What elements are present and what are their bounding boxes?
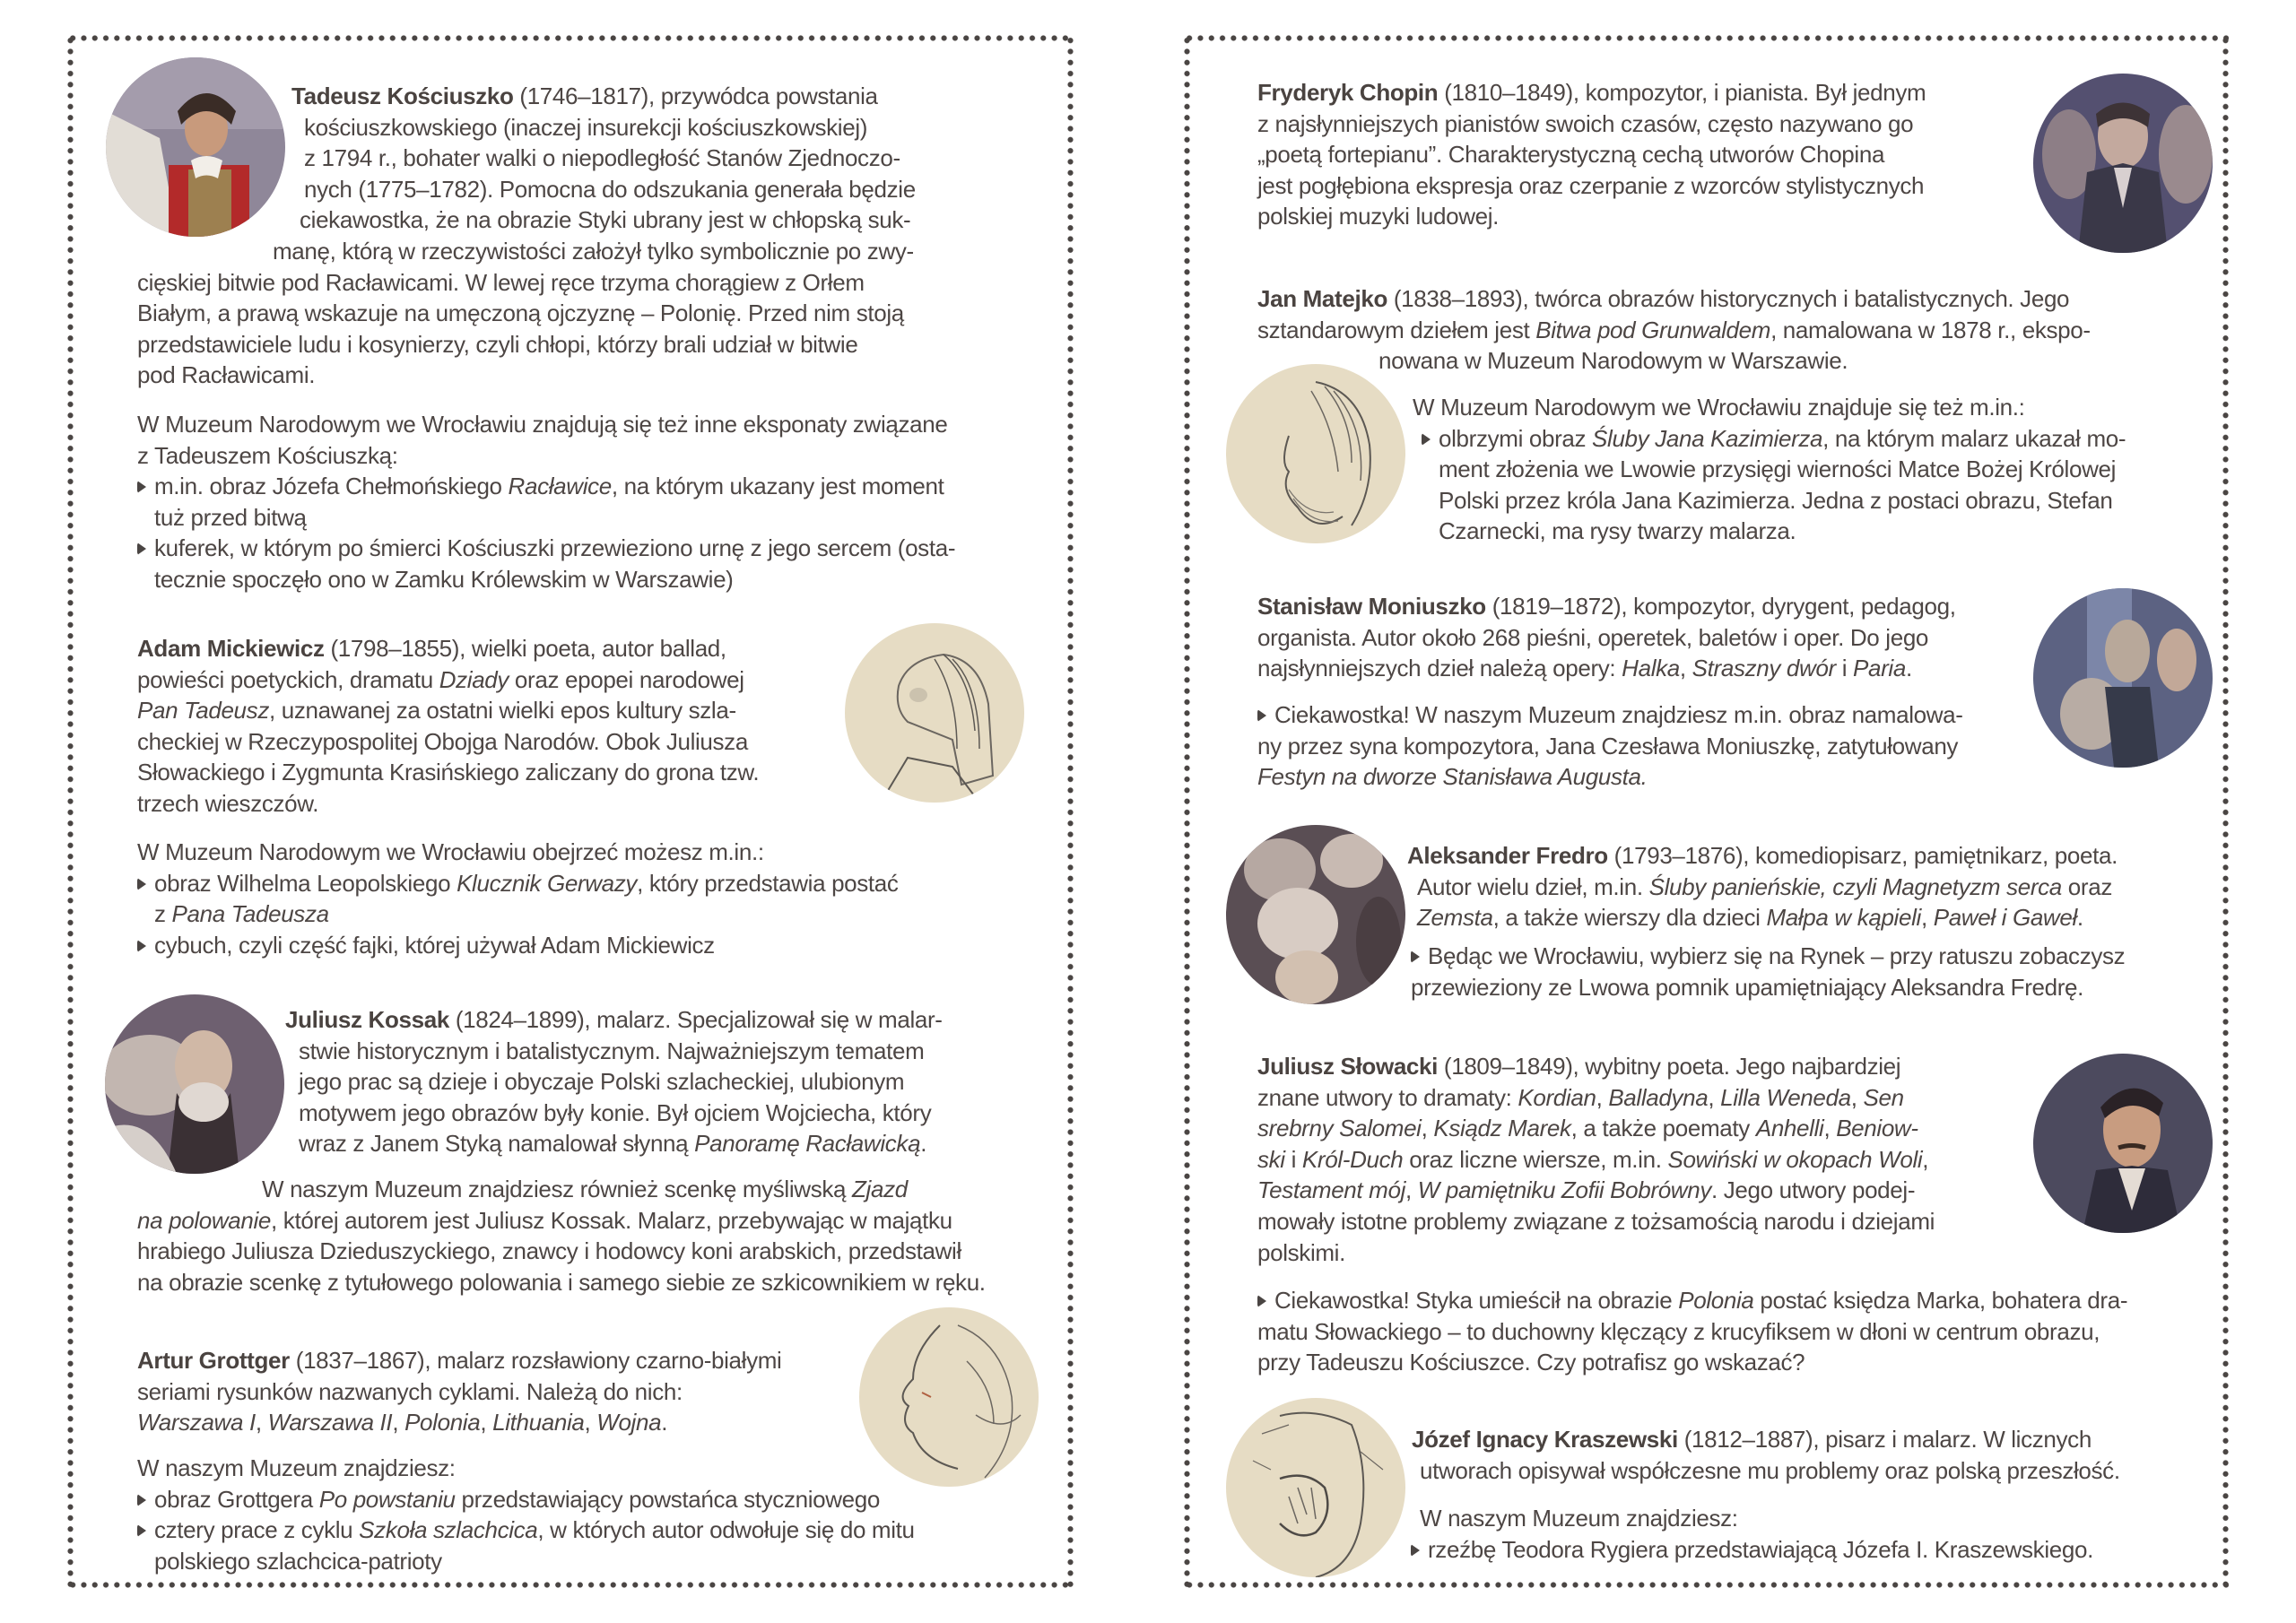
slowacki-bio-line	[1257, 1237, 1345, 1268]
work-title: Warszawa I	[137, 1409, 256, 1436]
text-run: .	[1905, 655, 1912, 682]
work-title: Testament mój	[1257, 1176, 1406, 1204]
text-run: (1809–1849), wybitny poeta. Jego najbardziej	[1438, 1053, 1901, 1080]
text-run: , na którym ukazany jest moment	[611, 473, 944, 500]
fredro-portrait-image	[1226, 825, 1405, 1004]
text-run: , a także wierszy dla dzieci	[1492, 904, 1767, 932]
text-run: (1819–1872), kompozytor, dyrygent, pedagog,	[1485, 593, 1956, 620]
bullet-triangle-icon	[137, 542, 146, 555]
text-run: nowana w Muzeum Narodowym w Warszawie.	[1378, 347, 1848, 375]
grottger-museum-line	[137, 1546, 442, 1576]
work-title: Halka	[1622, 655, 1680, 682]
text-run: cybuch, czyli część fajki, której używał Adam Mickiewicz	[154, 931, 715, 959]
kosciuszko-museum-line	[137, 440, 398, 471]
matejko-bio-line	[1378, 345, 1848, 376]
bullet-triangle-icon	[137, 1524, 146, 1537]
moniuszko-bio-line	[1257, 653, 1912, 683]
work-title: Racławice	[508, 473, 612, 500]
text-run: , który przedstawia postać	[637, 869, 899, 897]
work-title: Paria	[1853, 655, 1906, 682]
grottger-bio-line	[137, 1376, 683, 1407]
text-run: (1746–1817), przywódca powstania	[513, 82, 878, 109]
kosciuszko-bio-line	[300, 204, 910, 235]
work-title: Ksiądz Marek	[1433, 1115, 1571, 1142]
kosciuszko-museum-line	[137, 564, 734, 595]
matejko-museum-line	[1413, 392, 2025, 422]
text-run: Autor wielu dzieł, m.in.	[1417, 872, 1649, 900]
text-run: postać księdza Marka, bohatera dra-	[1753, 1287, 2128, 1314]
text-run: ,	[584, 1409, 597, 1436]
text-run: mowały istotne problemy związane z tożsamością narodu i dziejami	[1257, 1208, 1935, 1235]
person-name: Stanisław Moniuszko	[1257, 593, 1486, 620]
text-run: (1810–1849), kompozytor, i pianista. Był jednym	[1438, 79, 1926, 106]
text-run: W naszym Muzeum znajdziesz:	[137, 1454, 456, 1481]
person-name: Juliusz Słowacki	[1257, 1053, 1439, 1080]
kossak-museum-line	[137, 1267, 986, 1298]
grottger-museum-line	[137, 1453, 456, 1483]
mickiewicz-portrait-image	[845, 623, 1024, 803]
fredro-bio-line	[1417, 902, 2083, 933]
text-run: wraz z Janem Styką namalował słynną	[299, 1130, 695, 1158]
moniuszko-museum-line	[1257, 761, 1647, 792]
work-title: Kordian	[1518, 1083, 1596, 1111]
person-name: Juliusz Kossak	[285, 1006, 449, 1033]
work-title: Po powstaniu	[318, 1485, 456, 1513]
mickiewicz-bio-line	[137, 664, 744, 695]
text-run: (1837–1867), malarz rozsławiony czarno-białymi	[289, 1347, 782, 1374]
mickiewicz-museum-line	[137, 837, 764, 867]
kosciuszko-bio-line	[137, 360, 315, 390]
kosciuszko-bio-line	[304, 174, 916, 204]
mickiewicz-bio-line	[137, 757, 759, 787]
text-run: ,	[480, 1409, 493, 1436]
work-title: Zjazd	[852, 1176, 908, 1202]
work-title: Polonia	[1678, 1287, 1754, 1314]
text-run: Ciekawostka! Styka umieścił na obrazie	[1274, 1287, 1679, 1314]
person-name: Artur Grottger	[137, 1347, 290, 1374]
bullet-triangle-icon	[1257, 1295, 1266, 1307]
text-run: na obrazie scenkę z tytułowego polowania i samego siebie ze szkicownikiem w ręku.	[137, 1268, 986, 1296]
text-run: ,	[1922, 1145, 1929, 1173]
text-run: checkiej w Rzeczypospolitej Obojga Narodów. Obok Juliusza	[137, 727, 748, 755]
text-run: ment złożenia we Lwowie przysięgi wierności Matce Bożej Królowej	[1439, 456, 2117, 483]
text-run: znane utwory to dramaty:	[1257, 1083, 1518, 1111]
text-run: z najsłynniejszych pianistów swoich czasów, często nazywano go	[1257, 109, 1914, 137]
text-run: stwie historycznym i batalistycznym. Najważniejszym tematem	[299, 1037, 925, 1064]
text-run: cięskiej bitwie pod Racławicami. W lewej ręce trzyma chorągiew z Orłem	[137, 268, 865, 296]
work-title: Anhelli	[1755, 1115, 1824, 1142]
grottger-museum-line	[137, 1484, 880, 1515]
work-title: Beniow-	[1836, 1115, 1918, 1142]
kraszewski-portrait-image	[1226, 1398, 1405, 1577]
text-run: powieści poetyckich, dramatu	[137, 665, 439, 693]
work-title: Małpa w kąpieli	[1766, 904, 1921, 932]
work-title: Lithuania	[492, 1409, 585, 1436]
text-run: przewieziony ze Lwowa pomnik upamiętniający Aleksandra Fredrę.	[1411, 973, 2084, 1001]
work-title: Lilla Weneda	[1720, 1083, 1851, 1111]
kosciuszko-portrait-image	[106, 57, 285, 237]
right-panel-border-bottom	[1184, 1582, 2229, 1588]
kosciuszko-museum-line	[137, 409, 948, 439]
text-run: i	[1835, 655, 1854, 682]
kosciuszko-bio-line	[137, 329, 857, 360]
text-run: W Muzeum Narodowym we Wrocławiu znajdują się też inne eksponaty związane	[137, 411, 948, 438]
text-run: ciekawostka, że na obrazie Styki ubrany jest w chłopską suk-	[300, 206, 911, 234]
kossak-museum-line	[137, 1236, 961, 1266]
kosciuszko-bio-line	[304, 143, 900, 173]
text-run: (1824–1899), malarz. Specjalizował się w malar-	[448, 1006, 943, 1033]
text-run: olbrzymi obraz	[1439, 424, 1593, 452]
kraszewski-museum-line	[1411, 1534, 2093, 1565]
text-run: polskiej muzyki ludowej.	[1257, 203, 1500, 230]
matejko-museum-line	[1422, 423, 2126, 454]
text-run: Czarnecki, ma rysy twarzy malarza.	[1439, 517, 1796, 545]
fredro-museum-line	[1411, 941, 2125, 971]
text-run: .	[661, 1409, 668, 1436]
text-run: ,	[392, 1409, 405, 1436]
text-run: obraz Grottgera	[154, 1485, 319, 1513]
right-panel-border-right	[2222, 35, 2229, 1588]
kraszewski-museum-line	[1420, 1503, 1738, 1533]
text-run: matu Słowackiego – to duchowny klęczący z krucyfiksem w dłoni w centrum obrazu,	[1257, 1317, 2100, 1345]
text-run: jest pogłębiona ekspresja oraz czerpanie z wzorców stylistycznych	[1257, 171, 1925, 199]
grottger-bio-line	[137, 1407, 667, 1437]
kossak-bio-line	[299, 1128, 926, 1159]
bullet-triangle-icon	[1422, 433, 1431, 446]
work-title: Szkoła szlachcica	[359, 1516, 538, 1544]
text-run: tecznie spoczęło ono w Zamku Królewskim w Warszawie)	[154, 566, 734, 593]
text-run: seriami rysunków nazwanych cyklami. Należą do nich:	[137, 1377, 683, 1405]
text-run: . Jego utwory podej-	[1711, 1176, 1916, 1204]
text-run: ,	[1708, 1083, 1721, 1111]
fredro-bio-line	[1407, 840, 2118, 871]
text-run: jego prac są dzieje i obyczaje Polski szlacheckiej, ulubionym	[299, 1068, 905, 1096]
chopin-bio-line	[1257, 201, 1499, 231]
left-panel-border-left	[67, 35, 74, 1588]
text-run: ny przez syna kompozytora, Jana Czesława Moniuszkę, zatytułowany	[1257, 732, 1959, 759]
work-title: Bitwa pod Grunwaldem	[1535, 316, 1771, 343]
text-run: ,	[1405, 1176, 1418, 1204]
person-name: Aleksander Fredro	[1407, 842, 1608, 869]
kossak-bio-line	[285, 1004, 943, 1035]
text-run: manę, którą w rzeczywistości założył tylko symbolicznie po zwy-	[273, 238, 914, 265]
text-run: , której autorem jest Juliusz Kossak. Malarz, przebywając w majątku	[271, 1206, 952, 1234]
kosciuszko-bio-line	[137, 298, 904, 328]
grottger-portrait-image	[859, 1307, 1039, 1487]
text-run: sztandarowym dziełem jest	[1257, 316, 1536, 343]
text-run: , a także poematy	[1570, 1115, 1756, 1142]
text-run: , uznawanej za ostatni wielki epos kultury szla-	[268, 697, 736, 725]
text-run: (1798–1855), wielki poeta, autor ballad,	[324, 635, 726, 662]
matejko-museum-line	[1422, 454, 2116, 484]
work-title: Polonia	[404, 1409, 481, 1436]
right-panel-border-top	[1184, 35, 2229, 41]
moniuszko-bio-line	[1257, 591, 1956, 621]
work-title: W pamiętniku Zofii Bobrówny	[1417, 1176, 1711, 1204]
text-run: rzeźbę Teodora Rygiera przedstawiającą Józefa I. Kraszewskiego.	[1428, 1535, 2093, 1563]
text-run: oraz	[2061, 872, 2112, 900]
text-run: obraz Wilhelma Leopolskiego	[154, 869, 457, 897]
text-run: kuferek, w którym po śmierci Kościuszki przewieziono urnę z jego sercem (osta-	[154, 534, 956, 562]
moniuszko-museum-line	[1257, 731, 1958, 761]
bullet-triangle-icon	[137, 1494, 146, 1506]
text-run: utworach opisywał współczesne mu problemy oraz polską przeszłość.	[1420, 1456, 2120, 1484]
work-title: Zemsta	[1417, 904, 1493, 932]
text-run: oraz epopei narodowej	[509, 665, 744, 693]
text-run: ,	[1596, 1083, 1609, 1111]
work-title: Warszawa II	[267, 1409, 393, 1436]
text-run: W Muzeum Narodowym we Wrocławiu znajduje się też m.in.:	[1413, 394, 2025, 421]
slowacki-portrait-image	[2033, 1054, 2213, 1233]
text-run: przy Tadeuszu Kościuszce. Czy potrafisz go wskazać?	[1257, 1349, 1805, 1376]
work-title: Paweł i Gaweł	[1933, 904, 2077, 932]
left-panel-border-top	[67, 35, 1074, 41]
bullet-triangle-icon	[1411, 950, 1420, 963]
text-run: i	[1284, 1145, 1302, 1173]
kossak-museum-line	[137, 1205, 952, 1236]
kraszewski-bio-line	[1420, 1455, 2120, 1486]
text-run: ,	[1679, 655, 1692, 682]
text-run: przedstawiający powstańca styczniowego	[455, 1485, 880, 1513]
work-title: Król-Duch	[1301, 1145, 1404, 1173]
slowacki-museum-line	[1257, 1285, 2127, 1315]
matejko-bio-line	[1257, 283, 2069, 314]
text-run: oraz liczne wiersze, m.in.	[1403, 1145, 1668, 1173]
kossak-museum-line	[262, 1174, 908, 1204]
matejko-museum-line	[1422, 516, 1796, 546]
kosciuszko-museum-line	[137, 533, 955, 563]
work-title: Festyn na dworze Stanisława Augusta.	[1257, 763, 1648, 791]
person-name: Adam Mickiewicz	[137, 635, 325, 662]
text-run: trzech wieszczów.	[137, 790, 319, 817]
text-run: Ciekawostka! W naszym Muzeum znajdziesz m.in. obraz namalowa-	[1274, 701, 1963, 728]
text-run: .	[2076, 904, 2083, 932]
text-run: W naszym Muzeum znajdziesz również scenkę myśliwską	[262, 1176, 852, 1202]
kosciuszko-bio-line	[273, 236, 914, 266]
text-run: (1793–1876), komediopisarz, pamiętnikarz, poeta.	[1607, 842, 2118, 869]
slowacki-bio-line	[1257, 1082, 1904, 1113]
work-title: ski	[1257, 1145, 1285, 1173]
text-run: W naszym Muzeum znajdziesz:	[1420, 1505, 1738, 1532]
text-run: , na którym malarz ukazał mo-	[1822, 424, 2126, 452]
text-run: hrabiego Juliusza Dzieduszyckiego, znawcy i hodowcy koni arabskich, przedstawił	[137, 1237, 961, 1265]
kosciuszko-museum-line	[137, 502, 307, 533]
mickiewicz-bio-line	[137, 633, 726, 664]
kossak-bio-line	[299, 1098, 931, 1128]
text-run: Będąc we Wrocławiu, wybierz się na Rynek – przy ratuszu zobaczysz	[1428, 942, 2126, 969]
slowacki-museum-line	[1257, 1347, 1805, 1377]
slowacki-bio-line	[1257, 1206, 1935, 1237]
kosciuszko-bio-line	[291, 81, 878, 111]
text-run: ,	[1421, 1115, 1434, 1142]
text-run: (1838–1893), twórca obrazów historycznych i batalistycznych. Jego	[1387, 285, 2070, 312]
grottger-bio-line	[137, 1345, 781, 1376]
work-title: srebrny Salomei	[1257, 1115, 1422, 1142]
matejko-portrait-image	[1226, 364, 1405, 543]
moniuszko-bio-line	[1257, 622, 1928, 653]
text-run: przedstawiciele ludu i kosynierzy, czyli chłopi, którzy brali udział w bitwie	[137, 330, 858, 358]
work-title: Śluby panieńskie, czyli Magnetyzm serca	[1648, 872, 2062, 900]
matejko-bio-line	[1257, 315, 2091, 345]
chopin-bio-line	[1257, 170, 1924, 201]
work-title: Straszny dwór	[1692, 655, 1836, 682]
work-title: Dziady	[439, 665, 509, 693]
work-title: Balladyna	[1608, 1083, 1709, 1111]
slowacki-museum-line	[1257, 1316, 2100, 1347]
moniuszko-portrait-image	[2033, 588, 2213, 768]
grottger-museum-line	[137, 1515, 915, 1545]
text-run: nych (1775–1782). Pomocna do odszukania generała będzie	[304, 175, 916, 203]
text-run: kościuszkowskiego (inaczej insurekcji kościuszkowskiej)	[304, 113, 868, 141]
text-run: polskimi.	[1257, 1238, 1345, 1266]
slowacki-bio-line	[1257, 1144, 1928, 1175]
text-run: z 1794 r., bohater walki o niepodległość Stanów Zjednoczo-	[304, 144, 900, 172]
text-run: ,	[1823, 1115, 1837, 1142]
chopin-bio-line	[1257, 108, 1913, 139]
mickiewicz-museum-line	[137, 868, 899, 898]
person-name: Jan Matejko	[1257, 285, 1387, 312]
text-run: polskiego szlachcica-patrioty	[154, 1547, 442, 1575]
text-run: cztery prace z cyklu	[154, 1516, 360, 1544]
moniuszko-museum-line	[1257, 699, 1963, 730]
kraszewski-bio-line	[1412, 1424, 2092, 1454]
text-run: W Muzeum Narodowym we Wrocławiu obejrzeć możesz m.in.:	[137, 838, 764, 865]
chopin-bio-line	[1257, 77, 1926, 108]
text-run: najsłynniejszych dzieł należą opery:	[1257, 655, 1622, 682]
bullet-triangle-icon	[137, 878, 146, 890]
text-run: .	[920, 1130, 927, 1158]
work-title: na polowanie	[137, 1206, 272, 1234]
text-run: ,	[255, 1409, 268, 1436]
text-run: Białym, a prawą wskazuje na umęczoną ojczyznę – Polonię. Przed nim stoją	[137, 299, 904, 327]
bullet-triangle-icon	[1411, 1544, 1420, 1557]
work-title: Sen	[1863, 1083, 1904, 1111]
bullet-triangle-icon	[137, 481, 146, 493]
text-run: m.in. obraz Józefa Chełmońskiego	[154, 473, 509, 500]
mickiewicz-museum-line	[137, 930, 715, 960]
text-run: z	[154, 900, 172, 928]
work-title: Pan Tadeusz	[137, 697, 269, 725]
person-name: Fryderyk Chopin	[1257, 79, 1439, 106]
kosciuszko-museum-line	[137, 471, 944, 501]
matejko-museum-line	[1422, 485, 2113, 516]
fredro-museum-line	[1411, 972, 2083, 1002]
text-run: z Tadeuszem Kościuszką:	[137, 441, 398, 469]
text-run: Polski przez króla Jana Kazimierza. Jedna z postaci obrazu, Stefan	[1439, 486, 2113, 514]
chopin-bio-line	[1257, 139, 1884, 169]
work-title: Wojna	[596, 1409, 662, 1436]
slowacki-bio-line	[1257, 1113, 1918, 1143]
kossak-bio-line	[299, 1066, 904, 1097]
text-run: „poetą fortepianu”. Charakterystyczną cechą utworów Chopina	[1257, 141, 1885, 169]
chopin-portrait-image	[2033, 74, 2213, 253]
mickiewicz-bio-line	[137, 726, 748, 757]
person-name: Tadeusz Kościuszko	[291, 82, 514, 109]
text-run: , w których autor odwołuje się do mitu	[537, 1516, 915, 1544]
text-run: ,	[1850, 1083, 1864, 1111]
text-run: ,	[1920, 904, 1934, 932]
work-title: Klucznik Gerwazy	[457, 869, 638, 897]
work-title: Pana Tadeusza	[171, 900, 329, 928]
slowacki-bio-line	[1257, 1175, 1915, 1205]
left-panel-border-bottom	[67, 1582, 1074, 1588]
bullet-triangle-icon	[1257, 709, 1266, 722]
kossak-portrait-image	[105, 994, 284, 1174]
person-name: Józef Ignacy Kraszewski	[1412, 1426, 1678, 1453]
text-run: (1812–1887), pisarz i malarz. W licznych	[1677, 1426, 2092, 1453]
kossak-bio-line	[299, 1036, 924, 1066]
text-run: , namalowana w 1878 r., ekspo-	[1770, 316, 2091, 343]
text-run: tuż przed bitwą	[154, 503, 307, 531]
work-title: Panoramę Racławicką	[694, 1130, 921, 1158]
text-run: motywem jego obrazów były konie. Był ojciem Wojciecha, który	[299, 1098, 932, 1126]
mickiewicz-bio-line	[137, 788, 318, 819]
work-title: Sowiński w okopach Woli	[1667, 1145, 1923, 1173]
kosciuszko-bio-line	[304, 112, 867, 143]
text-run: pod Racławicami.	[137, 361, 316, 389]
mickiewicz-museum-line	[137, 898, 329, 929]
text-run: organista. Autor około 268 pieśni, operetek, baletów i oper. Do jego	[1257, 623, 1929, 651]
fredro-bio-line	[1417, 872, 2112, 902]
work-title: Śluby Jana Kazimierza	[1592, 424, 1823, 452]
text-run: Słowackiego i Zygmunta Krasińskiego zaliczany do grona tzw.	[137, 759, 760, 786]
left-panel-border-right	[1067, 35, 1074, 1588]
bullet-triangle-icon	[137, 940, 146, 952]
slowacki-bio-line	[1257, 1051, 1900, 1081]
kosciuszko-bio-line	[137, 267, 865, 298]
right-panel-border-left	[1184, 35, 1190, 1588]
mickiewicz-bio-line	[137, 695, 736, 725]
